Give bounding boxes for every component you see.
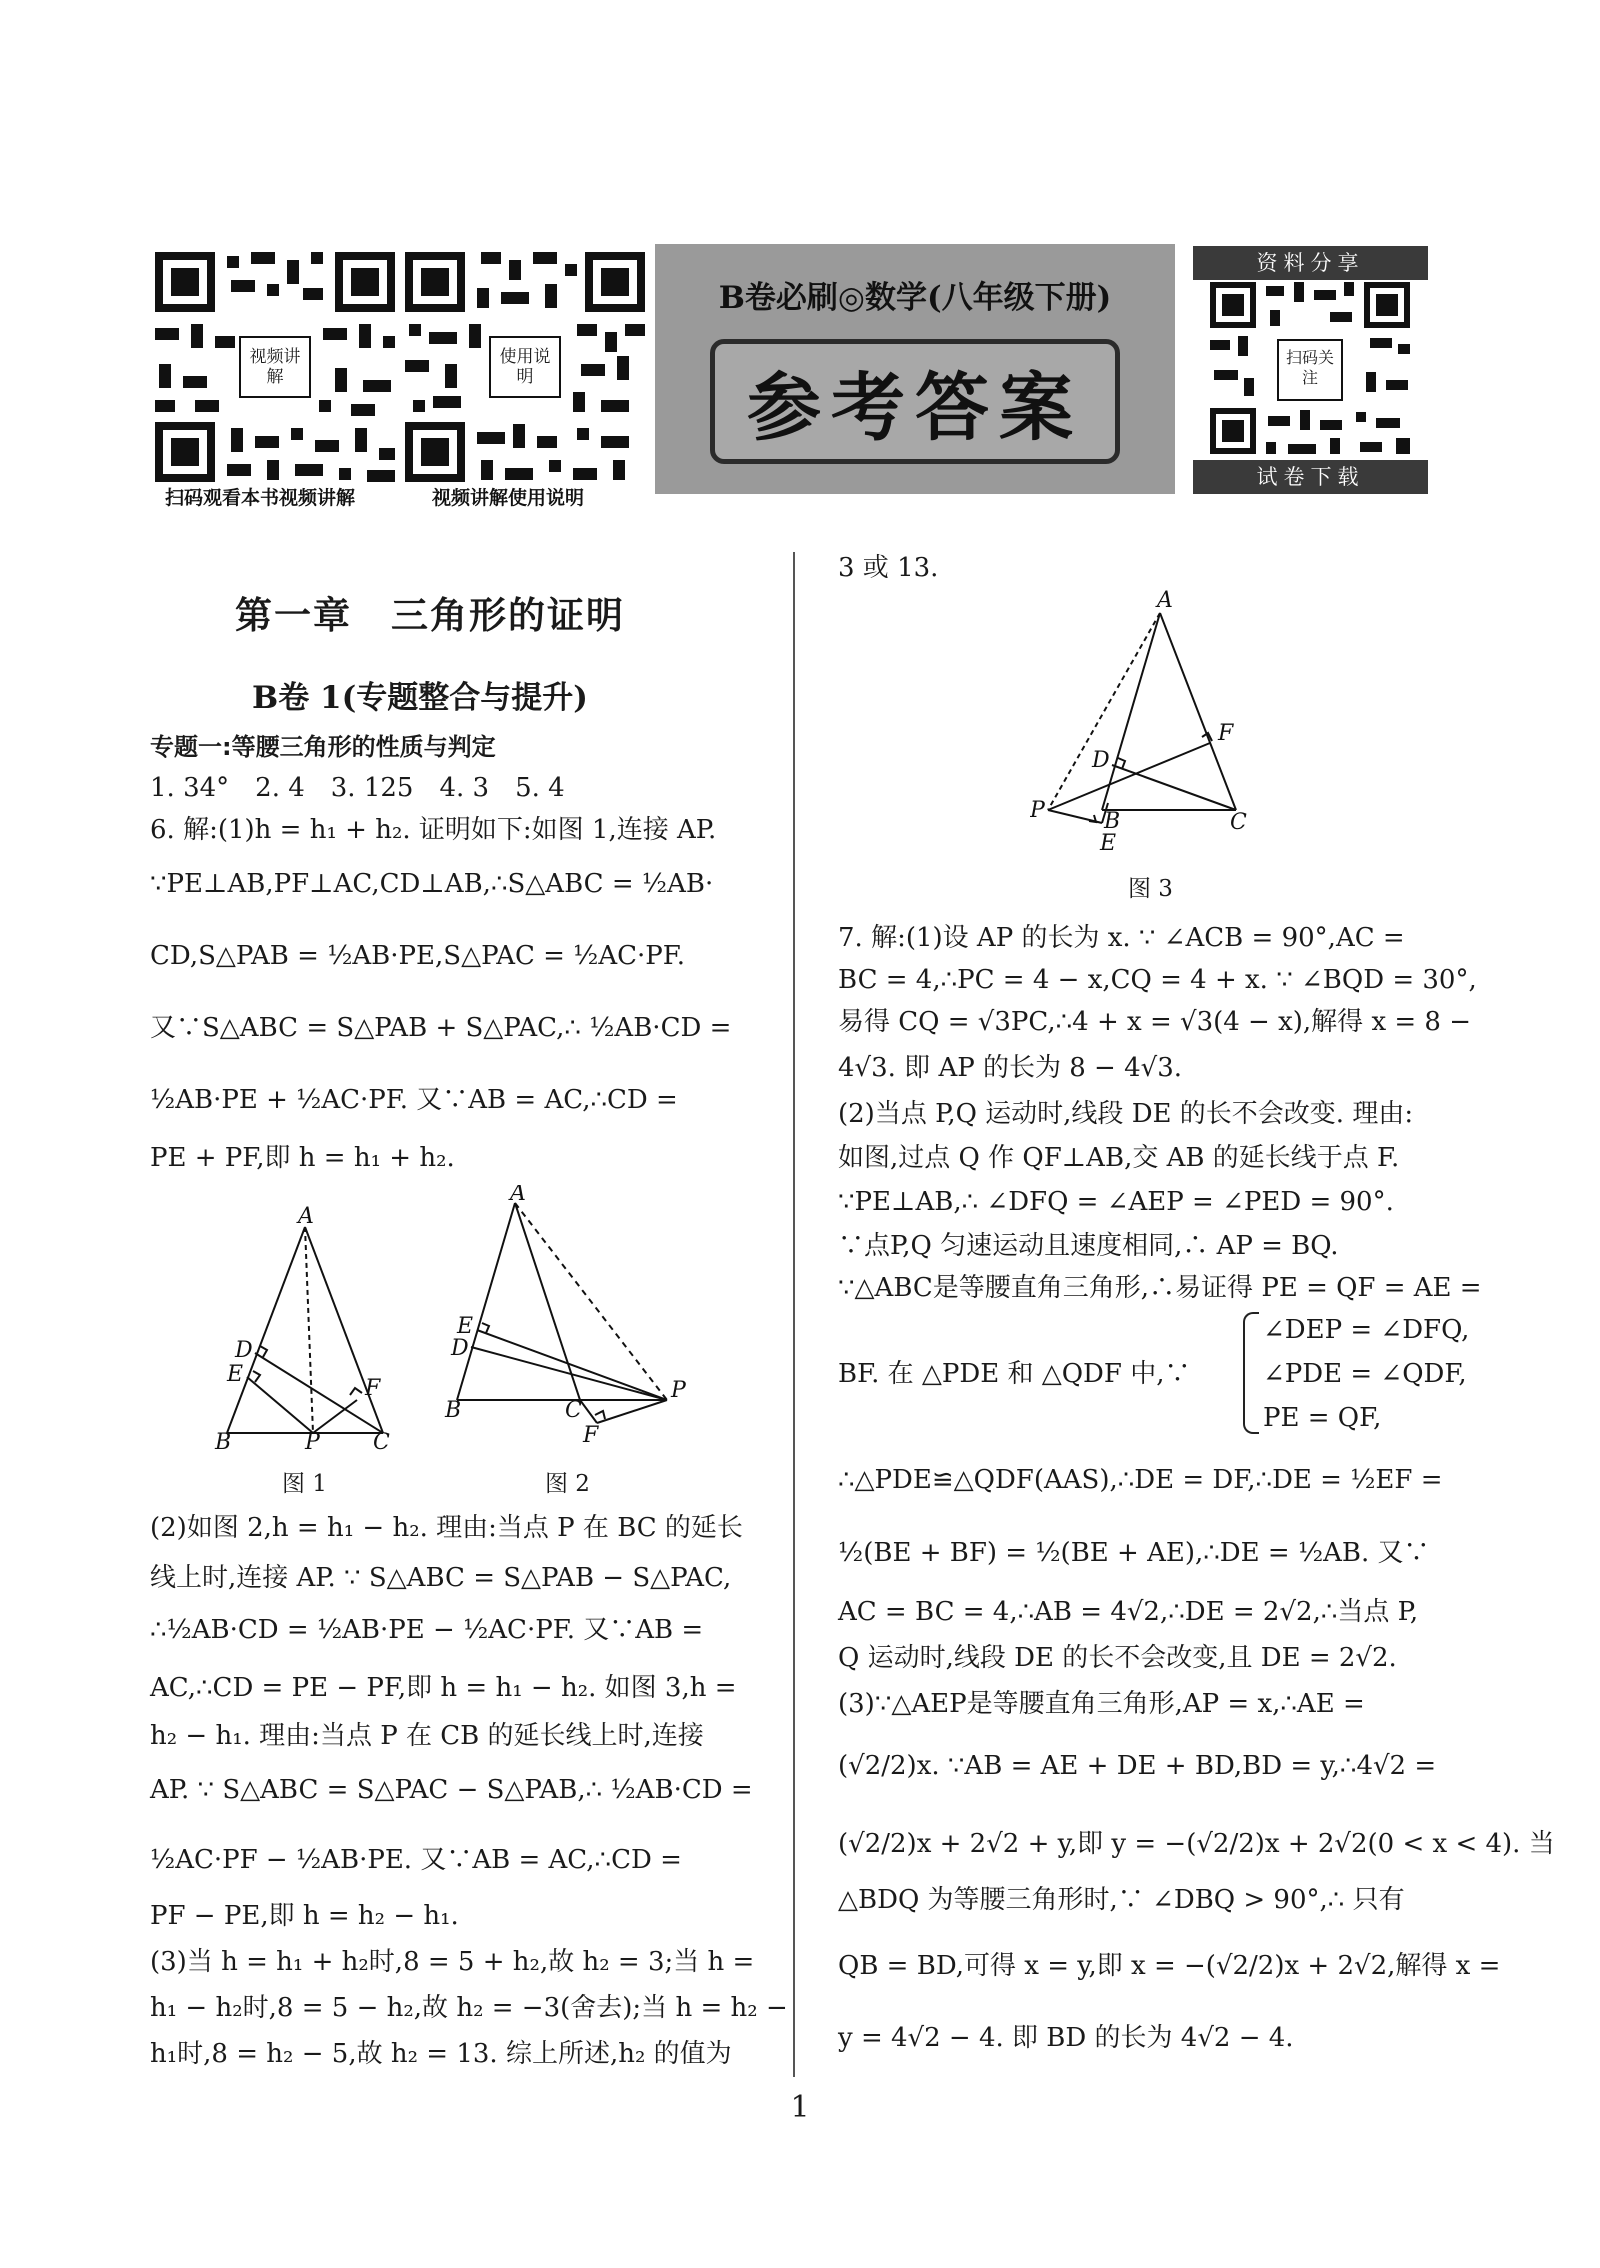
label-p: P (305, 1430, 320, 1450)
label-b: B (215, 1430, 232, 1450)
answer-line: (√2/2)x. ∵AB = AE + DE + BD,BD = y,∴4√2 = (838, 1751, 1437, 1781)
label-p: P (1030, 798, 1045, 823)
answer-line: 易得 CQ = √3PC,∴4 + x = √3(4 − x),解得 x = 8 − (838, 1007, 1472, 1037)
figure-3 (1030, 585, 1260, 860)
banner-subtitle: B卷必刷◎数学(八年级下册) (718, 280, 1112, 316)
answer-line: ∵PE⊥AB,∴ ∠DFQ = ∠AEP = ∠PED = 90°. (838, 1187, 1394, 1217)
answer-line: BF. 在 △PDE 和 △QDF 中,∵ (838, 1359, 1191, 1389)
header-banner (655, 244, 1175, 494)
banner-title: 参考答案 (747, 364, 1083, 451)
answer-line: AC,∴CD = PE − PF,即 h = h₁ − h₂. 如图 3,h = (150, 1673, 737, 1703)
answer-line: AP. ∵ S△ABC = S△PAC − S△PAB,∴ ½AB·CD = (150, 1775, 753, 1805)
figure-2-caption: 图 2 (545, 1471, 590, 1497)
share-top-label: 资料分享 (1193, 246, 1428, 280)
answer-line: ∠DEP = ∠DFQ, (1263, 1315, 1470, 1345)
label-p: P (671, 1378, 686, 1403)
qr-caption: 视频讲解使用说明 (432, 487, 585, 509)
answer-line: △BDQ 为等腰三角形时,∵ ∠DBQ > 90°,∴ 只有 (838, 1885, 1405, 1915)
label-d: D (235, 1338, 253, 1363)
answer-line: CD,S△PAB = ½AB·PE,S△PAC = ½AC·PF. (150, 941, 686, 971)
label-a: A (1157, 588, 1173, 613)
answer-line: PE = QF, (1263, 1403, 1382, 1433)
qr-code-share[interactable] (1210, 282, 1410, 454)
answer-line: QB = BD,可得 x = y,即 x = −(√2/2)x + 2√2,解得 x = (838, 1951, 1501, 1981)
answer-line: 1. 34° 2. 4 3. 125 4. 3 5. 4 (150, 773, 565, 803)
answer-line: ∴△PDE≌△QDF(AAS),∴DE = DF,∴DE = ½EF = (838, 1465, 1443, 1495)
column-divider (793, 552, 795, 2077)
answer-line: ½(BE + BF) = ½(BE + AE),∴DE = ½AB. 又∵ (838, 1538, 1430, 1568)
answer-line: PF − PE,即 h = h₂ − h₁. (150, 1901, 459, 1931)
answer-line: AC = BC = 4,∴AB = 4√2,∴DE = 2√2,∴当点 P, (838, 1597, 1419, 1627)
banner-title-box (710, 339, 1120, 464)
page-number: 1 (790, 2090, 810, 2125)
answer-line: ½AC·PF − ½AB·PE. 又∵AB = AC,∴CD = (150, 1845, 682, 1875)
answer-line: (2)当点 P,Q 运动时,线段 DE 的长不会改变. 理由: (838, 1099, 1414, 1129)
label-c: C (373, 1430, 390, 1450)
topic-title: 专题一:等腰三角形的性质与判定 (150, 733, 496, 761)
figure-3-caption: 图 3 (1128, 876, 1173, 902)
label-d: D (451, 1336, 469, 1361)
answer-line: ∵点P,Q 匀速运动且速度相同,∴ AP = BQ. (838, 1231, 1339, 1261)
qr-code-instructions[interactable] (405, 252, 645, 482)
share-bottom-label: 试卷下载 (1193, 460, 1428, 494)
answer-line: ∵△ABC是等腰直角三角形,∴易证得 PE = QF = AE = (838, 1273, 1482, 1303)
answer-line: Q 运动时,线段 DE 的长不会改变,且 DE = 2√2. (838, 1643, 1397, 1673)
figure-1-caption: 图 1 (282, 1471, 327, 1497)
qr-label: 使用说明 (499, 347, 551, 387)
answer-line: (2)如图 2,h = h₁ − h₂. 理由:当点 P 在 BC 的延长 (150, 1513, 743, 1543)
label-a: A (510, 1185, 526, 1206)
label-f: F (1218, 721, 1234, 746)
answer-line: 6. 解:(1)h = h₁ + h₂. 证明如下:如图 1,连接 AP. (150, 815, 717, 845)
label-f: F (365, 1376, 381, 1401)
answer-line: ∴½AB·CD = ½AB·PE − ½AC·PF. 又∵AB = (150, 1615, 704, 1645)
answer-line: 3 或 13. (838, 553, 939, 583)
answer-line: (3)∵△AEP是等腰直角三角形,AP = x,∴AE = (838, 1689, 1365, 1719)
brace (1243, 1312, 1259, 1434)
answer-line: 如图,过点 Q 作 QF⊥AB,交 AB 的延长线于点 F. (838, 1143, 1400, 1173)
label-a: A (298, 1205, 314, 1229)
answer-line: 4√3. 即 AP 的长为 8 − 4√3. (838, 1053, 1183, 1083)
qr-caption: 扫码观看本书视频讲解 (165, 487, 356, 509)
answer-line: (3)当 h = h₁ + h₂时,8 = 5 + h₂,故 h₂ = 3;当 h = (150, 1947, 755, 1977)
answer-line: ∠PDE = ∠QDF, (1263, 1359, 1467, 1389)
answer-line: h₁时,8 = h₂ − 5,故 h₂ = 13. 综上所述,h₂ 的值为 (150, 2039, 732, 2069)
answer-line: ½AB·PE + ½AC·PF. 又∵AB = AC,∴CD = (150, 1085, 678, 1115)
label-e: E (227, 1362, 244, 1387)
label-b: B (445, 1398, 462, 1423)
figure-2 (435, 1185, 700, 1445)
answer-line: PE + PF,即 h = h₁ + h₂. (150, 1143, 455, 1173)
chapter-title: 第一章 三角形的证明 (235, 593, 625, 637)
label-c: C (1230, 810, 1247, 835)
label-f: F (583, 1423, 599, 1445)
qr-label: 扫码关注 (1286, 348, 1335, 387)
answer-line: 7. 解:(1)设 AP 的长为 x. ∵ ∠ACB = 90°,AC = (838, 923, 1405, 953)
answer-line: (√2/2)x + 2√2 + y,即 y = −(√2/2)x + 2√2(0 < x < 4). 当 (838, 1829, 1555, 1859)
qr-label: 视频讲解 (249, 347, 301, 387)
label-e: E (457, 1314, 474, 1339)
label-b: B (1104, 809, 1121, 834)
answer-line: h₁ − h₂时,8 = 5 − h₂,故 h₂ = −3(舍去);当 h = h₂ − (150, 1993, 788, 2023)
answer-line: 又∵S△ABC = S△PAB + S△PAC,∴ ½AB·CD = (150, 1013, 732, 1043)
figure-1 (205, 1205, 405, 1450)
answer-line: ∵PE⊥AB,PF⊥AC,CD⊥AB,∴S△ABC = ½AB· (150, 869, 714, 899)
label-e: E (1100, 831, 1117, 856)
answer-line: BC = 4,∴PC = 4 − x,CQ = 4 + x. ∵ ∠BQD = 30°, (838, 965, 1477, 995)
qr-code-video[interactable] (155, 252, 395, 482)
label-c: C (565, 1398, 582, 1423)
label-d: D (1092, 748, 1110, 773)
section-title: B卷 1(专题整合与提升) (252, 680, 588, 716)
answer-line: h₂ − h₁. 理由:当点 P 在 CB 的延长线上时,连接 (150, 1721, 704, 1751)
answer-line: y = 4√2 − 4. 即 BD 的长为 4√2 − 4. (838, 2023, 1294, 2053)
answer-line: 线上时,连接 AP. ∵ S△ABC = S△PAB − S△PAC, (150, 1563, 732, 1593)
